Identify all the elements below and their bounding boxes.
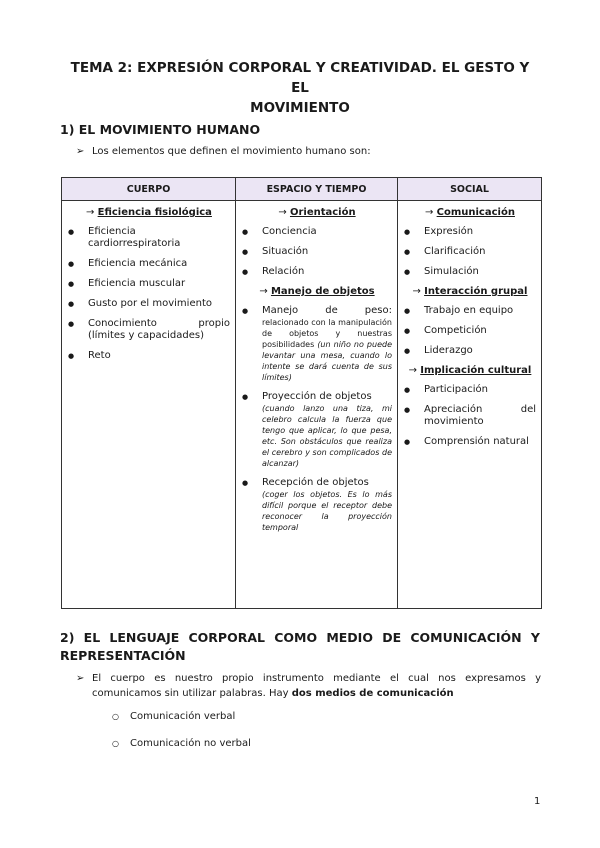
objeto-note [262,317,392,383]
heading-word: EL [83,630,101,645]
heading-word: 2) [60,630,75,645]
espacio-subheading [242,207,392,218]
section-1-heading: 1) EL MOVIMIENTO HUMANO [60,122,261,137]
movement-elements-table [61,177,542,609]
list-item: ● Simulación [404,266,536,278]
social-list-2 [404,305,536,357]
objetos-subheading-text: Manejo de objetos [270,286,375,297]
objeto-note-plain: relacionado con la manipulación de objetos y nuestras posibilidades [262,318,392,349]
page-title [60,58,540,118]
social-cell [398,201,542,609]
header-social: SOCIAL [398,178,542,201]
arrow-bullet-icon: ➢ [76,673,85,684]
list-item: ● Trabajo en equipo [404,305,536,317]
list-item: ● Clarificación [404,246,536,258]
list-item: ● Participación [404,384,536,396]
heading-word: CORPORAL [188,630,265,645]
list-item: ● Gusto por el movimiento [68,298,230,310]
arrow-right-icon: → [412,286,421,297]
social-list-1 [404,226,536,278]
list-item: ● Apreciación del movimiento [404,404,536,428]
cuerpo-subheading-text: Eficiencia fisiológica [97,207,212,218]
objetos-subheading [242,286,392,297]
circle-bullet-icon: ○ [112,712,119,721]
list-item: ● Liderazgo [404,345,536,357]
espacio-cell [236,201,398,609]
intro-line [76,146,371,157]
objetos-list [242,305,392,533]
implicacion-subheading-text: Implicación cultural [420,365,532,376]
arrow-right-icon: → [259,286,268,297]
list-item [242,305,392,383]
list-item: ● Comprensión natural [404,436,536,448]
paragraph-text [76,671,541,701]
cuerpo-list [68,226,230,362]
section-2-heading [60,629,540,665]
section-2-heading-line-2: REPRESENTACIÓN [60,648,186,663]
objeto-label: ● Proyección de objetos [262,391,372,402]
section-2-heading-line-1 [60,629,540,647]
list-item: ● Conocimiento propio (límites y capacidades) [68,318,230,342]
social-list-3 [404,384,536,448]
cuerpo-cell [62,201,236,609]
objeto-note [262,489,392,533]
objeto-label: ● Recepción de objetos [262,477,369,488]
heading-word: COMO [274,630,318,645]
list-item [112,711,235,722]
intro-text: Los elementos que definen el movimiento humano son: [92,146,371,157]
objeto-note [262,403,392,469]
social-subheading [404,207,536,218]
interaccion-subheading-text: Interacción grupal [424,286,528,297]
arrow-right-icon: → [86,207,95,218]
title-line-1: TEMA 2: EXPRESIÓN CORPORAL Y CREATIVIDAD. EL GESTO Y EL [70,60,530,96]
heading-word: Y [530,630,540,645]
list-item: ● Conciencia [242,226,392,238]
cuerpo-subheading [68,207,230,218]
section-2-paragraph [76,671,541,701]
list-item: ● Eficiencia muscular [68,278,230,290]
heading-word: MEDIO [326,630,373,645]
interaccion-subheading [404,286,536,297]
list-item-text: Comunicación verbal [130,711,236,722]
page-number: 1 [534,796,541,807]
social-subheading-text: Comunicación [436,207,515,218]
espacio-list [242,226,392,278]
arrow-bullet-icon: ➢ [76,146,85,157]
list-item: ● Competición [404,325,536,337]
list-item: ● Expresión [404,226,536,238]
header-espacio-tiempo: ESPACIO Y TIEMPO [236,178,398,201]
heading-word: LENGUAJE [109,630,180,645]
arrow-right-icon: → [425,207,434,218]
title-line-2: MOVIMIENTO [250,100,350,116]
list-item: ● Relación [242,266,392,278]
arrow-right-icon: → [408,365,418,376]
header-cuerpo: CUERPO [62,178,236,201]
objeto-label: ● Manejo de peso: [262,305,392,316]
objeto-note-italic: (coger los objetos. Es lo más difícil porque el receptor debe reconocer la proyección temporal [262,490,392,532]
list-item: ● Eficiencia cardiorrespiratoria [68,226,230,250]
circle-bullet-icon: ○ [112,739,119,748]
heading-word: COMUNICACIÓN [410,630,522,645]
arrow-right-icon: → [278,207,287,218]
list-item-text: Comunicación no verbal [130,738,251,749]
paragraph-bold: dos medios de comunicación [291,688,454,699]
list-item [242,477,392,533]
heading-word: DE [382,630,402,645]
list-item [242,391,392,469]
list-item: ● Eficiencia mecánica [68,258,230,270]
implicacion-subheading [404,365,536,376]
list-item [112,738,251,749]
list-item: ● Reto [68,350,230,362]
list-item: ● Situación [242,246,392,258]
objeto-note-italic: (cuando lanzo una tiza, mi celebro calcula la fuerza que tengo que aplicar, lo que pesa, etc. Son obstáculos que realiza el cerebro y son complicados de alcanzar) [262,404,392,468]
paragraph-plain: El cuerpo es nuestro propio instrumento mediante el cual nos expresamos y comunicamos sin utilizar palabras. Hay [92,673,541,699]
espacio-subheading-text: Orientación [289,207,356,218]
objeto-note-italic: (un niño no puede levantar una mesa, cuando lo intente se dará cuenta de sus límites) [262,340,392,382]
